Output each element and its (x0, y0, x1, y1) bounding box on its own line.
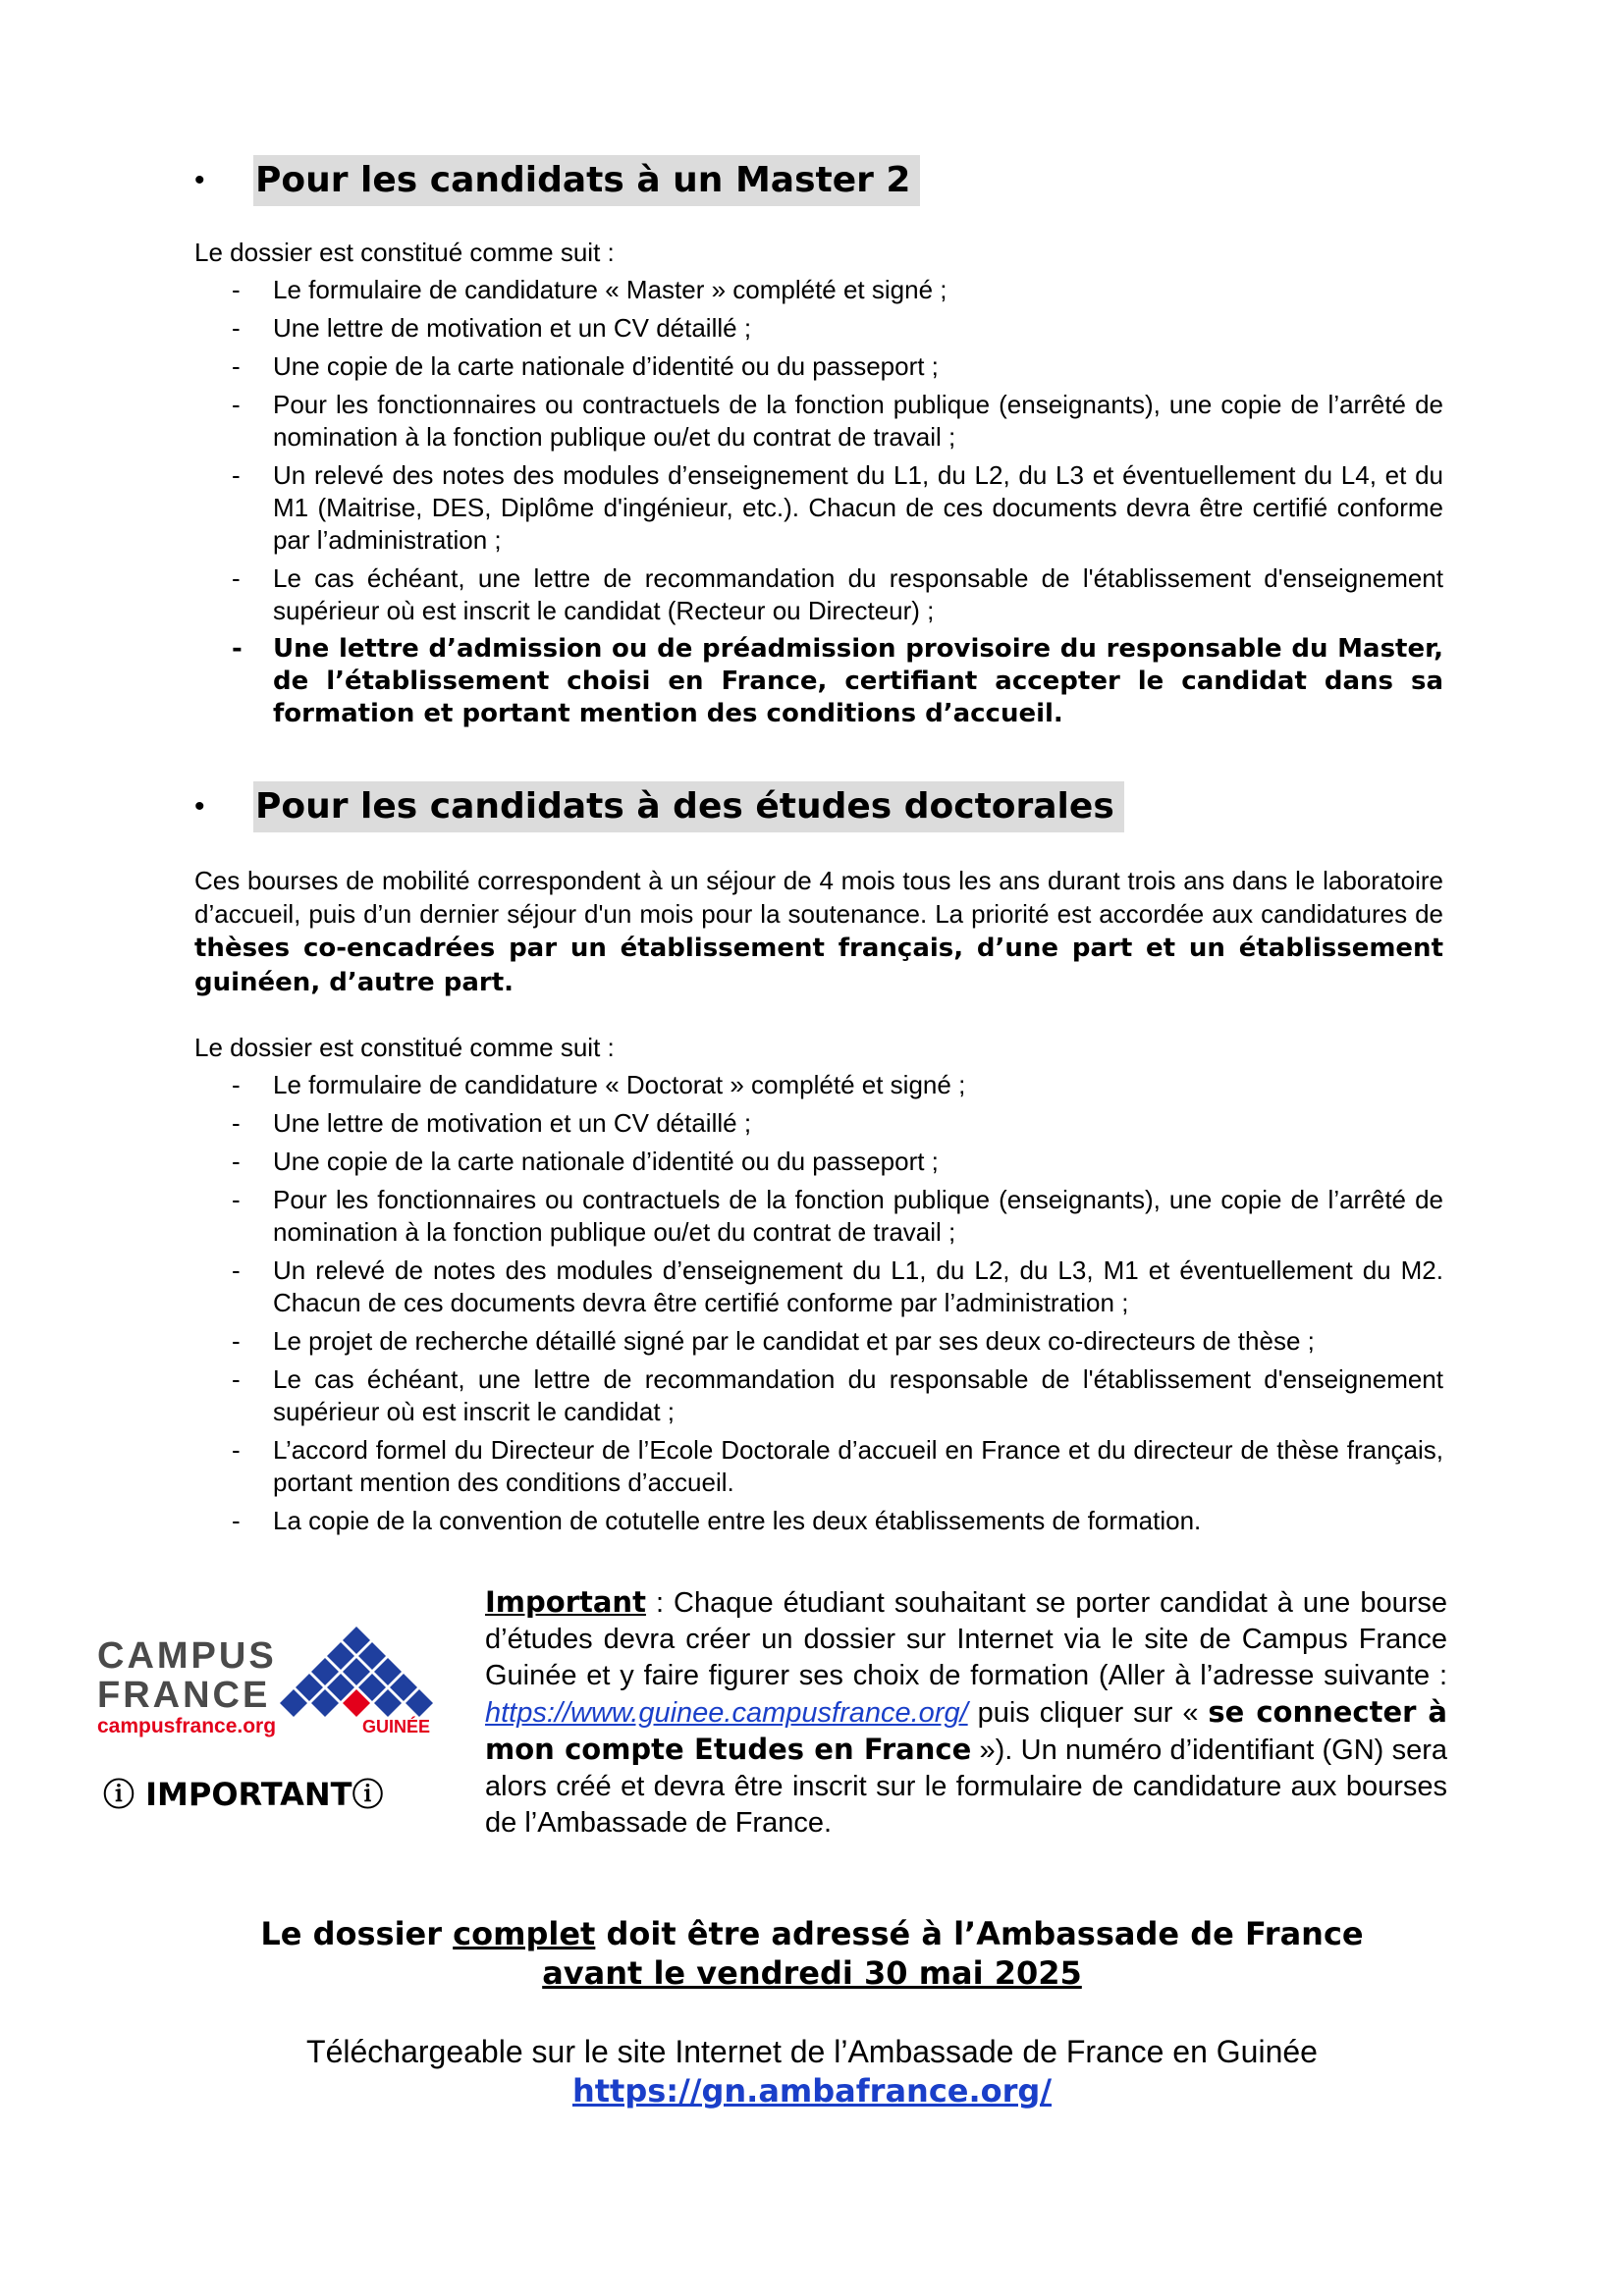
deadline-part-1: Le dossier (260, 1915, 454, 1952)
list-item: - La copie de la convention de cotutelle entre les deux établissements de formation. (194, 1505, 1443, 1537)
campus-france-logo (93, 1625, 447, 1747)
list-item: - Le formulaire de candidature « Master » complété et signé ; (194, 274, 1443, 306)
list-item: - Une copie de la carte nationale d’identité ou du passeport ; (194, 350, 1443, 383)
download-notice (0, 2032, 1624, 2110)
important-bold-text: se connecter à mon compte Etudes en France (485, 1695, 1447, 1766)
ambafrance-link[interactable]: https://gn.ambafrance.org/ (571, 2072, 1053, 2109)
doctoral-heading: Pour les candidats à des études doctorales (253, 781, 1124, 832)
doctoral-paragraph-text: Ces bourses de mobilité correspondent à un séjour de 4 mois tous les ans durant trois ans dans le laboratoire d’accueil, puis d’un dernier séjour d'un mois pour la soutenance. La priorité est accordée aux candidatures de (194, 866, 1443, 929)
list-item: - Une copie de la carte nationale d’identité ou du passeport ; (194, 1146, 1443, 1178)
list-item: - Un relevé des notes des modules d’enseignement du L1, du L2, du L3 et éventuellement du L4, et du M1 (Maitrise, DES, Diplôme d'ingénieur, etc.). Chacun de ces documents devra être certifié conforme par l’administration ; (194, 459, 1443, 557)
important-text-3: »). Un numéro d’identifiant (GN) sera alors créé et devra être inscrit sur le formulaire de candidature aux bourses de l’Ambassade de France. (485, 1735, 1448, 1839)
list-item: - Le formulaire de candidature « Doctorat » complété et signé ; (194, 1069, 1443, 1101)
doctoral-paragraph (194, 864, 1443, 999)
master-intro: Le dossier est constitué comme suit : (194, 238, 615, 267)
important-text-2: puis cliquer sur « (967, 1697, 1209, 1729)
doctoral-intro: Le dossier est constitué comme suit : (194, 1033, 615, 1062)
deadline-part-2: doit être adressé à l’Ambassade de France (595, 1915, 1364, 1952)
list-item: - Une lettre d’admission ou de préadmission provisoire du responsable du Master, de l’établissement choisi en France, certifiant accepter le candidat dans sa formation et portant mention des conditions d’accueil. (194, 633, 1443, 730)
deadline-date: avant le vendredi 30 mai 2025 (542, 1954, 1082, 1992)
doctoral-document-list (194, 1069, 1443, 1543)
master-document-list (194, 274, 1443, 736)
logo-site: campusfrance.org (97, 1715, 277, 1737)
list-item: - Le projet de recherche détaillé signé par le candidat et par ses deux co-directeurs de thèse ; (194, 1325, 1443, 1358)
important-side-label: ⓘ IMPORTANTⓘ (103, 1776, 384, 1813)
list-item: - Le cas échéant, une lettre de recommandation du responsable de l'établissement d'enseignement supérieur où est inscrit le candidat (Recteur ou Directeur) ; (194, 562, 1443, 627)
deadline-complete: complet (453, 1915, 596, 1952)
campus-france-logo-graphic (93, 1625, 447, 1747)
bullet-icon: • (194, 790, 205, 823)
campusfrance-link[interactable]: https://www.guinee.campusfrance.org/ (485, 1697, 968, 1729)
important-label: Important (485, 1585, 646, 1619)
list-item: - Le cas échéant, une lettre de recommandation du responsable de l'établissement d'enseignement supérieur où est inscrit le candidat ; (194, 1363, 1443, 1428)
list-item: - L’accord formel du Directeur de l’Ecole Doctorale d’accueil en France et du directeur de thèse français, portant mention des conditions d’accueil. (194, 1434, 1443, 1499)
logo-line1: CAMPUS (97, 1635, 277, 1677)
download-text: Téléchargeable sur le site Internet de l’Ambassade de France en Guinée (306, 2034, 1318, 2069)
logo-line2: FRANCE (97, 1675, 271, 1716)
doctoral-heading-row (194, 781, 1124, 832)
list-item: - Une lettre de motivation et un CV détaillé ; (194, 1107, 1443, 1140)
logo-country: GUINÉE (362, 1717, 431, 1736)
important-text-1: : Chaque étudiant souhaitant se porter candidat à une bourse d’études devra créer un dossier sur Internet via le site de Campus France Guinée et y faire figurer ses choix de formation (Aller à l’adresse suivante : (485, 1587, 1447, 1691)
master-heading-row (194, 155, 920, 206)
important-paragraph (485, 1584, 1447, 1842)
doctoral-paragraph-bold: thèses co-encadrées par un établissement français, d’une part et un établissement guinéen, d’autre part. (194, 934, 1443, 997)
bullet-icon: • (194, 164, 205, 196)
master-heading: Pour les candidats à un Master 2 (253, 155, 920, 206)
list-item: - Pour les fonctionnaires ou contractuels de la fonction publique (enseignants), une copie de l’arrêté de nomination à la fonction publique ou/et du contrat de travail ; (194, 1184, 1443, 1249)
deadline-notice (0, 1914, 1624, 1993)
list-item: - Pour les fonctionnaires ou contractuels de la fonction publique (enseignants), une copie de l’arrêté de nomination à la fonction publique ou/et du contrat de travail ; (194, 389, 1443, 454)
list-item: - Une lettre de motivation et un CV détaillé ; (194, 312, 1443, 345)
list-item: - Un relevé de notes des modules d’enseignement du L1, du L2, du L3, M1 et éventuellement du M2. Chacun de ces documents devra être certifié conforme par l’administration ; (194, 1255, 1443, 1319)
